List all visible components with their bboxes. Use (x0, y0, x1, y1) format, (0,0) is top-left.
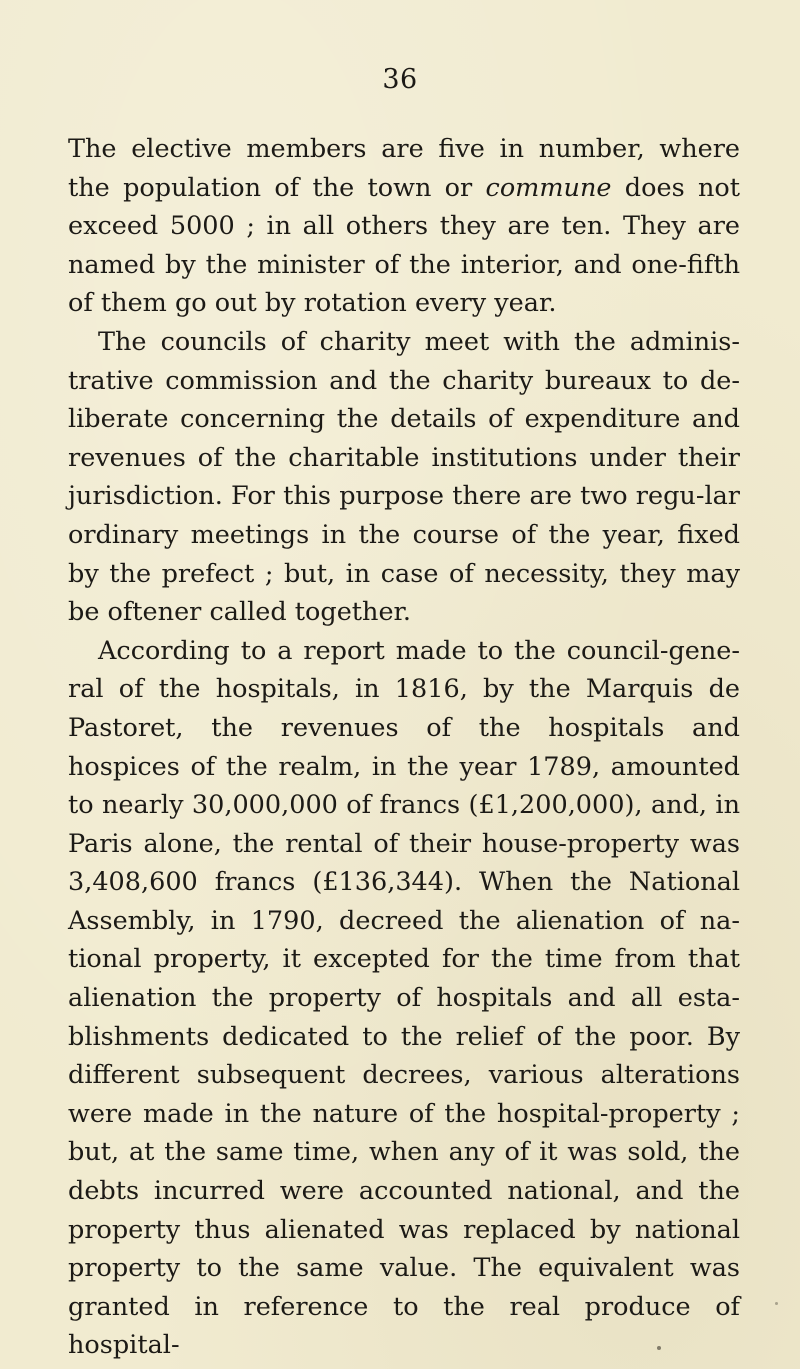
paragraph-1-text-a: The elective members are five in number, where the population of the town or (68, 134, 740, 203)
paragraph-1-text-b: does not exceed 5000 ; in all others they are ten. They are named by the minister of the interior, and one-fifth of them go out by rotation every year. (68, 172, 740, 319)
paragraph-2 (68, 323, 740, 632)
paragraph-3 (68, 632, 740, 1365)
paragraph-3-text: According to a report made to the council-gene-ral of the hospitals, in 1816, by the Marquis de Pastoret, the revenues of the hospitals and hospices of the realm, in the year 1789, amounted to nearly 30,000,000 of francs (£1,200,000), and, in Paris alone, the rental of their house-property was 3,408,600 francs (£136,344). When the National Assembly, in 1790, decreed the alienation of na-tional property, it excepted for the time from that alienation the property of hospitals and all esta-blishments dedicated to the relief of the poor. By different subsequent decrees, various alterations were made in the nature of the hospital-property ; but, at the same time, when any of it was sold, the debts incurred were accounted national, and the property thus alienated was replaced by national property to the same value. The equivalent was granted in reference to the real produce of hospital- (68, 635, 740, 1361)
paragraph-2-text: The councils of charity meet with the adminis-trative commission and the charity bureaux to de-liberate concerning the details of expenditure and revenues of the charitable institutions under their jurisdiction. For this purpose there are two regu-lar ordinary meetings in the course of the year, fixed by the prefect ; but, in case of necessity, they may be oftener called together. (68, 326, 740, 628)
paragraph-1 (68, 130, 740, 323)
ink-speck (775, 1302, 778, 1305)
body-text (68, 130, 740, 1365)
paragraph-1-italic-word: commune (485, 172, 612, 203)
page-number: 36 (382, 64, 418, 95)
ink-speck (657, 1346, 661, 1350)
